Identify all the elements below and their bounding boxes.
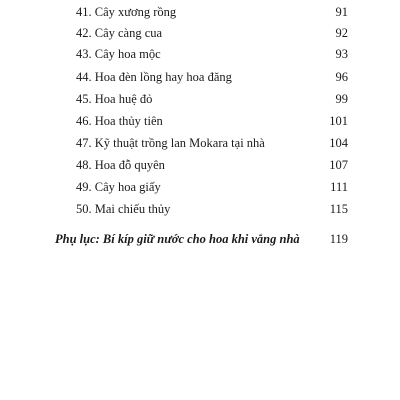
toc-entry [0,111,348,131]
toc-entry-page: 91 [335,5,348,19]
toc-entry-page: 92 [335,26,348,40]
toc-entry [0,199,348,219]
toc-entry-title: 48. Hoa đỗ quyên [76,158,165,172]
appendix-title: Phụ lục: Bí kíp giữ nước cho hoa khi vắng nhà [55,232,300,246]
toc-entry [0,23,348,43]
toc-entry-page: 115 [329,202,348,216]
toc-entry [0,155,348,175]
toc-entry [0,177,348,197]
toc-entry [0,67,348,87]
toc-entry-title: 45. Hoa huệ đỏ [76,92,153,106]
toc-entry-page: 101 [329,114,348,128]
toc-entry [0,133,348,153]
toc-entry [0,89,348,109]
toc-entry-page: 107 [329,158,348,172]
toc-entry-page: 104 [329,136,348,150]
toc-entry-title: 41. Cây xương rồng [76,5,177,19]
toc-entry-title: 47. Kỹ thuật trồng lan Mokara tại nhà [76,136,265,150]
toc-entry-title: 43. Cây hoa mộc [76,47,161,61]
appendix-page: 119 [329,232,348,246]
toc-entry-page: 96 [335,70,348,84]
toc-entry-title: 46. Hoa thủy tiên [76,114,163,128]
toc-entry-title: 50. Mai chiếu thủy [76,202,171,216]
toc-appendix-entry [0,229,348,249]
toc-entry-title: 49. Cây hoa giấy [76,180,161,194]
toc-entry-title: 44. Hoa đèn lồng hay hoa đăng [76,70,232,84]
toc-entry [0,2,348,22]
toc-entry-page: 99 [335,92,348,106]
toc-entry [0,44,348,64]
toc-entry-page: 93 [335,47,348,61]
toc-entry-page: 111 [330,180,348,194]
toc-entry-title: 42. Cây càng cua [76,26,163,40]
